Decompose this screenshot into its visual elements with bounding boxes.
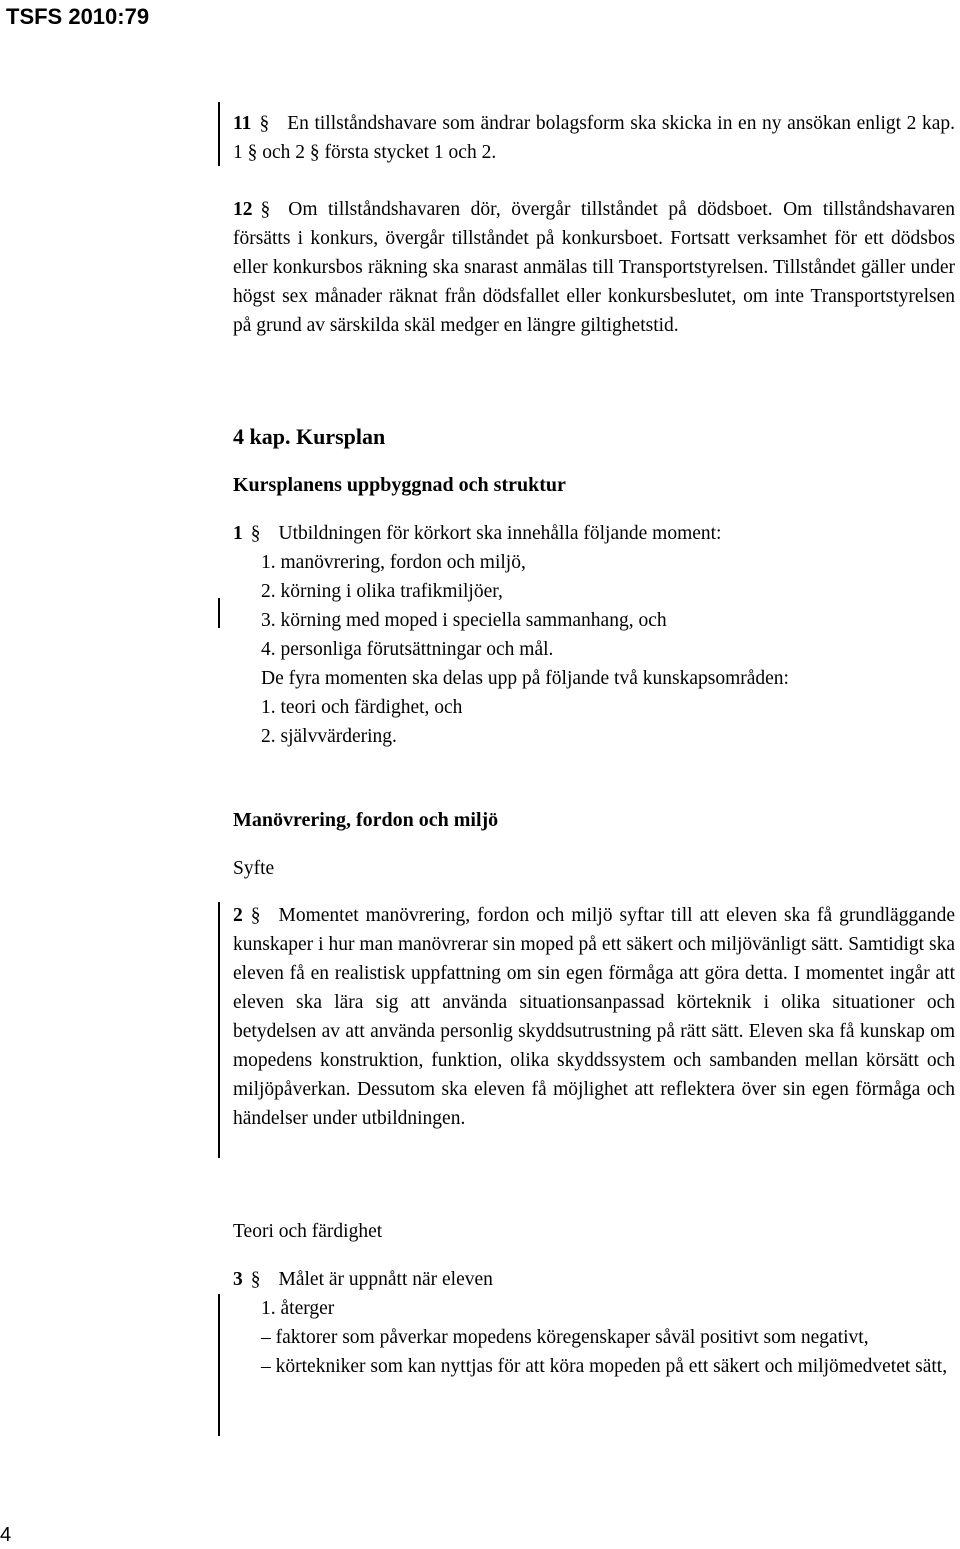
paragraph-text: Utbildningen för körkort ska innehålla följande moment: [278, 523, 722, 544]
page-number: 4 [0, 1524, 12, 1546]
dash-item: – körtekniker som kan nyttjas för att köra mopeden på ett säkert och miljömedvetet sätt, [261, 1356, 948, 1377]
section-number: 11 [233, 113, 252, 134]
change-bar [218, 598, 220, 628]
section-sign: § [260, 199, 271, 220]
section-number: 1 [233, 523, 243, 544]
chapter-title: 4 kap. Kursplan [233, 424, 386, 449]
change-bar [218, 102, 220, 166]
section-sign: § [250, 523, 261, 544]
list-item: 2. körning i olika trafikmiljöer, [261, 581, 503, 602]
paragraph-1 [233, 519, 955, 751]
section-sign: § [250, 1269, 261, 1290]
paragraph-text: Målet är uppnått när eleven [278, 1269, 493, 1290]
chapter-subtitle: Kursplanens uppbyggnad och struktur [233, 474, 566, 496]
section-number: 12 [233, 199, 253, 220]
list-item: 2. självvärdering. [261, 726, 397, 747]
paragraph-text: Momentet manövrering, fordon och miljö syftar till att eleven ska få grundläggande kunskaper i hur man manövrerar sin moped på ett säkert och miljövänligt sätt. Samtidigt ska eleven få en realistisk uppfattning om sin egen förmåga att göra detta. I momentet ingår att eleven ska lära sig att använda situationsanpassad körteknik i olika situationer och betydelsen av att använda personlig skyddsutrustning på rätt sätt. Eleven ska få kunskap om mopedens konstruktion, funktion, olika skyddssystem och sambanden mellan körsätt och miljöpåverkan. Dessutom ska eleven få möjlighet att reflektera över sin egen förmåga och händelser under utbildningen. [233, 905, 955, 1129]
dash-item: – faktorer som påverkar mopedens köregenskaper såväl positivt som negativt, [261, 1327, 869, 1348]
section-title: Manövrering, fordon och miljö [233, 809, 499, 831]
list-item: 1. återger [261, 1298, 335, 1319]
document-header: TSFS 2010:79 [6, 4, 150, 29]
section-title: Teori och färdighet [233, 1221, 383, 1242]
paragraph-text: De fyra momenten ska delas upp på följande två kunskapsområden: [261, 668, 789, 689]
section-subtitle: Syfte [233, 858, 275, 879]
paragraph-3 [233, 1265, 955, 1381]
paragraph-text: En tillståndshavare som ändrar bolagsform ska skicka in en ny ansökan enligt 2 kap. 1 § och 2 § första stycket 1 och 2. [233, 113, 955, 163]
list-item: 1. teori och färdighet, och [261, 697, 463, 718]
list-item: 3. körning med moped i speciella sammanhang, och [261, 610, 667, 631]
section-number: 3 [233, 1269, 243, 1290]
section-sign: § [259, 113, 270, 134]
list-item: 4. personliga förutsättningar och mål. [261, 639, 554, 660]
section-number: 2 [233, 905, 243, 926]
paragraph-12 [233, 195, 955, 340]
section-sign: § [250, 905, 261, 926]
paragraph-2 [233, 901, 955, 1133]
paragraph-11 [233, 109, 955, 167]
change-bar [218, 1294, 220, 1436]
list-item: 1. manövrering, fordon och miljö, [261, 552, 526, 573]
change-bar [218, 902, 220, 1158]
paragraph-text: Om tillståndshavaren dör, övergår tillståndet på dödsboet. Om tillståndshavaren försätts i konkurs, övergår tillståndet på konkursboet. Fortsatt verksamhet för ett dödsbos eller konkursbos räkning ska snarast anmälas till Transportstyrelsen. Tillståndet gäller under högst sex månader räknat från dödsfallet eller konkursbeslutet, om inte Transportstyrelsen på grund av särskilda skäl medger en längre giltighetstid. [233, 199, 955, 336]
